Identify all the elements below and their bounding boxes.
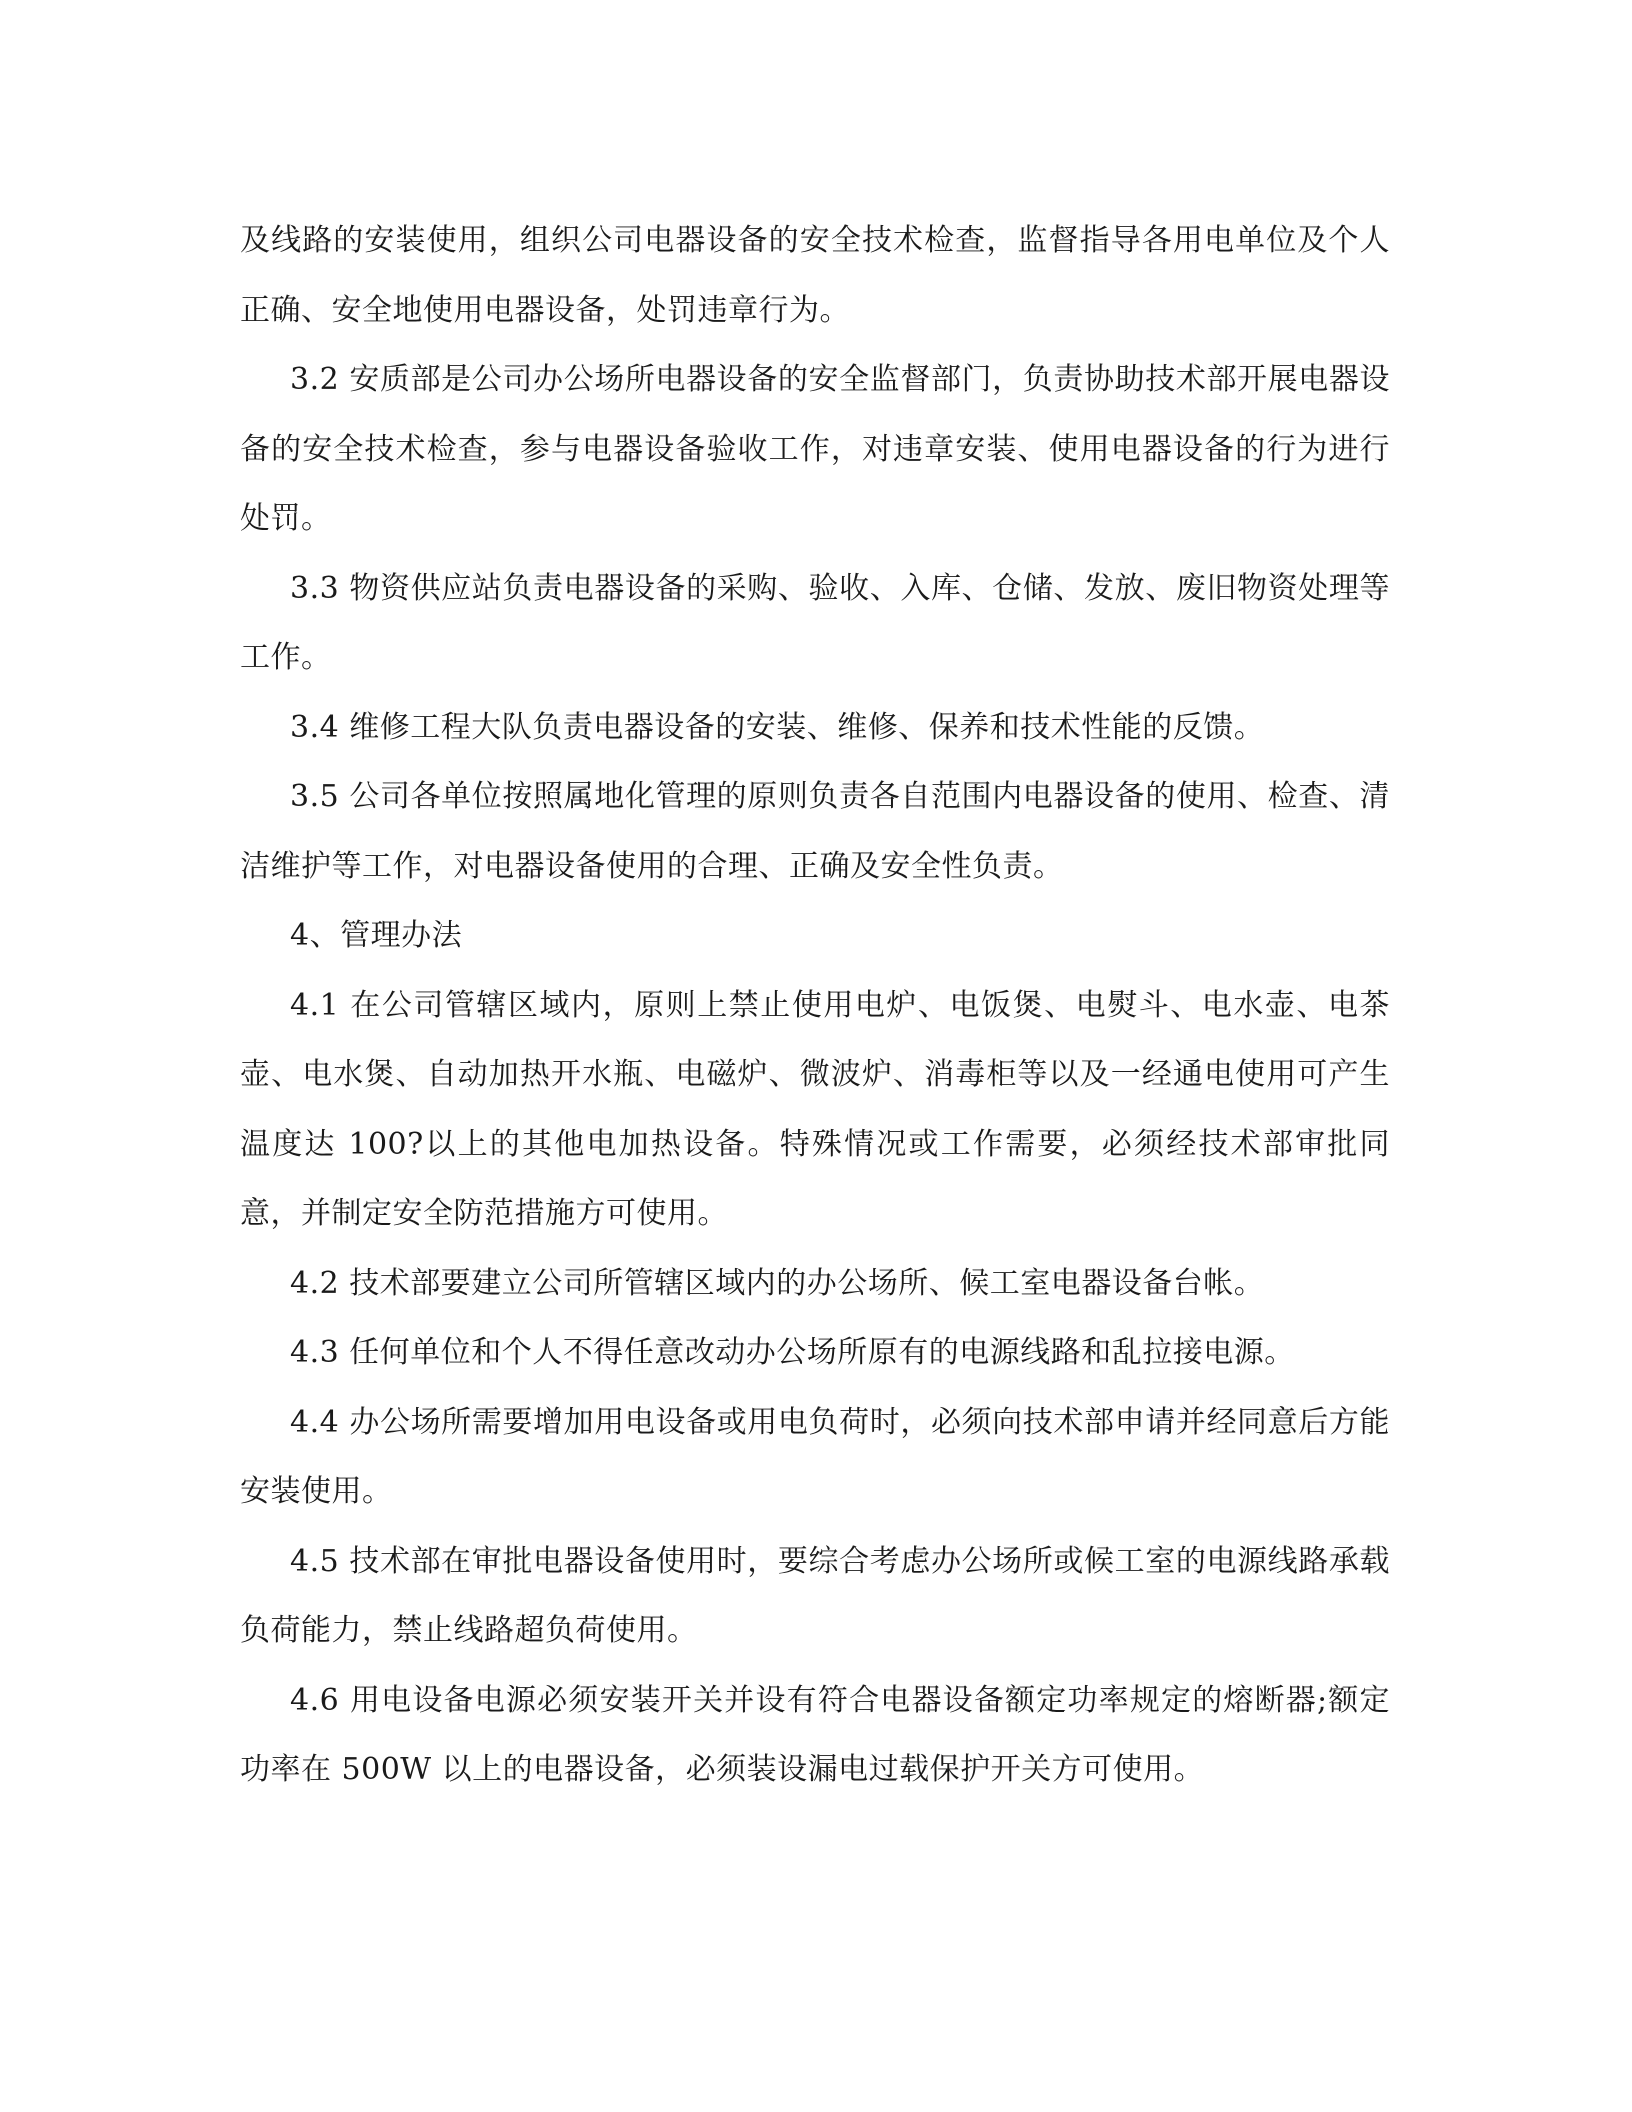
- paragraph-4-1: 4.1 在公司管辖区域内，原则上禁止使用电炉、电饭煲、电熨斗、电水壶、电茶壶、电水煲、自动加热开水瓶、电磁炉、微波炉、消毒柜等以及一经通电使用可产生温度达 100?以上的其他电加热设备。特殊情况或工作需要，必须经技术部审批同意，并制定安全防范措施方可使用。: [240, 987, 1390, 1231]
- paragraph-4-3: 4.3 任何单位和个人不得任意改动办公场所原有的电源线路和乱拉接电源。: [290, 1335, 1295, 1370]
- paragraph-4-5: 4.5 技术部在审批电器设备使用时，要综合考虑办公场所或候工室的电源线路承载负荷能力，禁止线路超负荷使用。: [240, 1543, 1390, 1648]
- paragraph-4-2: 4.2 技术部要建立公司所管辖区域内的办公场所、候工室电器设备台帐。: [290, 1265, 1265, 1301]
- document-body: [240, 206, 1390, 1805]
- paragraph-3-3: 3.3 物资供应站负责电器设备的采购、验收、入库、仓储、发放、废旧物资处理等工作。: [240, 570, 1390, 675]
- section-heading-4: 4、管理办法: [290, 918, 463, 953]
- paragraph-3-4: 3.4 维修工程大队负责电器设备的安装、维修、保养和技术性能的反馈。: [290, 709, 1265, 745]
- paragraph-3-2: 3.2 安质部是公司办公场所电器设备的安全监督部门，负责协助技术部开展电器设备的安全技术检查，参与电器设备验收工作，对违章安装、使用电器设备的行为进行处罚。: [240, 362, 1390, 536]
- paragraph-3-5: 3.5 公司各单位按照属地化管理的原则负责各自范围内电器设备的使用、检查、清洁维护等工作，对电器设备使用的合理、正确及安全性负责。: [240, 779, 1390, 884]
- paragraph-1: 及线路的安装使用，组织公司电器设备的安全技术检查，监督指导各用电单位及个人正确、安全地使用电器设备，处罚违章行为。: [240, 223, 1390, 328]
- paragraph-4-4: 4.4 办公场所需要增加用电设备或用电负荷时，必须向技术部申请并经同意后方能安装使用。: [240, 1404, 1390, 1509]
- paragraph-4-6: 4.6 用电设备电源必须安装开关并设有符合电器设备额定功率规定的熔断器;额定功率在 500W 以上的电器设备，必须装设漏电过载保护开关方可使用。: [240, 1682, 1390, 1787]
